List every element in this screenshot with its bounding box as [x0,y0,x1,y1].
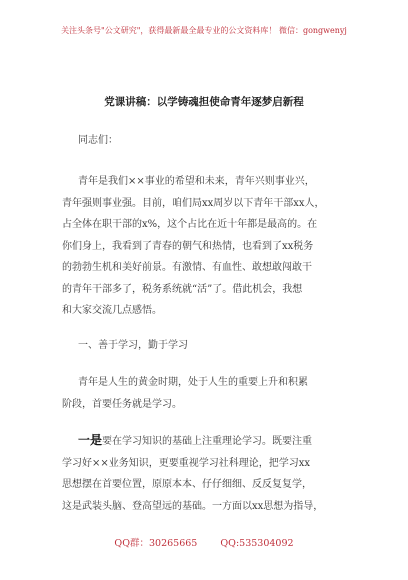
paragraph-line: 这是武装头脑、登高望远的基础。一方面以xx思想为指导， [62,500,324,512]
paragraph-study [62,372,358,415]
paragraph-line: 的青年干部多了，税务系统就“活”了。借此机会，我想 [62,283,303,295]
paragraph-point-one [62,430,358,517]
salutation: 同志们： [78,135,118,146]
section-heading: 一、善于学习，勤于学习 [78,340,188,351]
point-text: 要在学习知识的基础上注重理论学习。既要注重 [102,436,313,447]
paragraph-line: 的勃勃生机和美好前景。有激情、有血性、敢想敢闯敢干 [62,262,312,273]
paragraph-line: 思想摆在首要位置，原原本本、仔仔细细、反反复复学， [62,479,312,490]
document-title: 党课讲稿：以学铸魂担使命青年逐梦启新程 [104,96,304,108]
paragraph-line: 青年是人生的黄金时期，处于人生的重要上升和积累 [78,377,308,388]
paragraph-line: 学习好××业务知识，更要重视学习社科理论，把学习xx [62,457,311,469]
footer-qq: QQ:535304092 [220,538,294,549]
paragraph-intro [62,171,358,322]
paragraph-line: 青年是我们××事业的希望和未来，青年兴则事业兴， [78,176,315,187]
paragraph-line: 阶段，首要任务就是学习。 [62,398,182,410]
paragraph-line [62,430,358,453]
point-lead: 一是 [78,433,103,447]
footer-qq-group: QQ群：30265665 [114,538,198,549]
paragraph-line: 你们身上，我看到了青春的朝气和热情，也看到了xx税务 [62,240,314,252]
footer-contact [0,535,408,549]
paragraph-line: 和大家交流几点感悟。 [62,305,162,316]
paragraph-line: 青年强则事业强。目前，咱们局xx周岁以下青年干部xx人， [62,197,325,209]
header-promo-text: 关注头条号"公文研究"，获得最新最全最专业的公文资料库！ 微信：gongwenyj [61,26,347,35]
paragraph-line: 占全体在职干部的x%，这个占比在近十年都是最高的。在 [62,219,318,230]
